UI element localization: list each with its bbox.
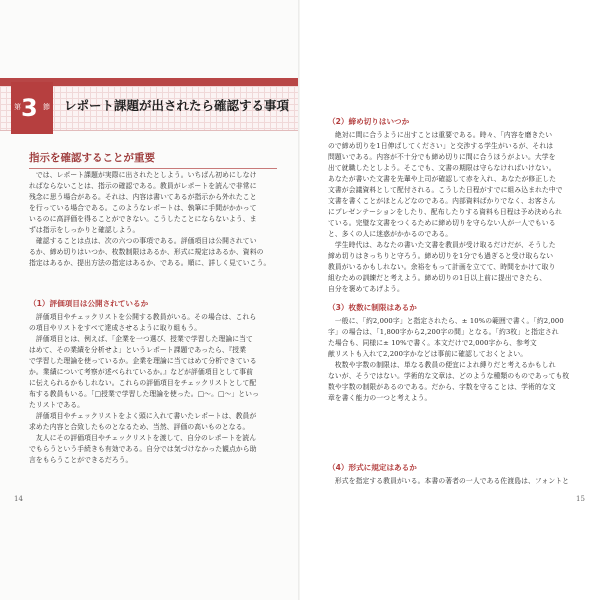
item1-line: たリストである。 [29,401,85,409]
item1-line: 評価項目やチェックリストを公開する教員がいる。その場合は、これら [29,313,257,321]
item1-line: に伝えられるかもしれない。これらの評価項目をチェックリストとして配 [29,379,257,387]
item2-line: 組むための訓練だと考えよう。締め切りの1日以上前に提出できたら、 [328,274,547,282]
intro-paragraph [29,170,270,269]
subheading: 指示を確認することが重要 [29,150,277,169]
item4-line: 形式を指定する教員がいる。本書の著者の一人である佐渡島は、フォントと [328,477,570,485]
section-suffix: 節 [43,103,50,111]
section-number-badge [11,82,53,134]
intro-line: 指定はあるか、提出方法の指定はあるか、である。順に、詳しく見ていこう。 [29,259,271,267]
intro-line [29,170,270,181]
item2-line: と、多くの人に迷惑がかかるのである。 [328,230,453,238]
item1-line: 評価項目やチェックリストをよく頭に入れて書いたレポートは、教員が [29,412,257,420]
item3-line: 枚数や字数の制限は、単なる教員の便宜によれ縛りだと考えるかもしれ [328,361,556,369]
item4-paragraph [328,476,569,487]
item4-heading: （4）形式に規定はあるか [328,463,417,472]
section-prefix: 第 [14,103,21,111]
item1-heading: （1）評価項目は公開されているか [29,299,149,308]
intro-line: 確認することは点は、次の六つの事項である。評価項目は公開されてい [29,237,257,245]
item3-line: 数や字数の制限があるのである。だから、字数を守ることは、学術的な文 [328,383,556,391]
item3-line: 章を書く能力の一つと考えよう。 [328,394,432,402]
item3-line: 字」の場合は、「1,800字から2,200字の間」となる。「約3枚」と指定され [328,328,559,336]
intro-line: ればならないことは、指示の確認である。教員がレポートを読んで非常に [29,182,257,190]
item2-line: ので締め切りを1日伸ばしてください」と交渉する学生がいるが、それは [328,142,554,150]
item3-line: た場合も、同様に± 10%で書く。本文だけで2,000字から、参考文 [328,339,537,347]
item1-line: 言をもらうことができるだろう。 [29,456,133,464]
item3-line: 一般に、「約2,000字」と指定されたら、± 10%の範囲で書く。「約2,000 [328,317,564,325]
item3-paragraph [328,316,569,404]
item1-line: でもらうという手続きも有効である。自分では気づけなかった観点から助 [29,445,257,453]
item2-line: 文書が会議資料として配付される。こうした日程がすでに組み込まれた中で [328,186,563,194]
item2-line: ている。完璧な文書をつくるために締め切りを守らない人が一人でもいる [328,219,556,227]
item1-line: で学習した理論を使っているか。企業を理論に当てはめて分析できている [29,357,257,365]
item3-line: 献リストも入れて2,200字かなどは事前に確認しておくとよい。 [328,350,528,358]
item1-line: の項目やリストをすべて達成させるように取り組もう。 [29,324,202,332]
item3-line: ないが、そうではない。学術的な文章は、どのような種類のものであっても枚 [328,372,570,380]
item2-paragraph [328,130,563,295]
intro-line: ずは指示をしっかりと確認しよう。 [29,226,140,234]
page-number-right: 15 [576,495,585,503]
intro-line: いるのに高評価を得ることができない。こうしたことにならないよう、ま [29,215,257,223]
item1-line: 求めた内容と合致したものとなるため、当然、評価の高いものとなる。 [29,423,250,431]
item1-line: 友人にその評価項目やチェックリストを渡して、自分のレポートを読ん [29,434,257,442]
item3-heading: （3）枚数に制限はあるか [328,303,417,312]
item1-line: 布する教員もいる。「□授業で学習した理論を使った。□〜。□〜」といっ [29,390,259,398]
intro-line: を行っている場合である。このようなレポートは、執筆に手間がかかって [29,204,257,212]
item1-line: 評価項目とは、例えば、「企業を一つ選び、授業で学習した理論に当て [29,335,253,343]
page-number-left: 14 [14,495,23,503]
item2-line: 文書を書くことがほとんどなのである。内部資料ばかりでなく、お客さん [328,197,556,205]
item1-paragraph [29,312,259,466]
item2-line: 教員がいるかもしれない。余裕をもって計画を立てて、時間をかけて取り [328,263,556,271]
item2-line: あなたが書いた文書を先輩や上司が確認して赤を入れ、あなたが修正した [328,175,557,183]
section-number: 3 [21,94,38,122]
item2-line: にプレゼンテーションをしたり、配布したりする資料も日程は予め決められ [328,208,562,216]
item1-line: はめて、その業績を分析せよ」というレポート課題であったら、『授業 [29,346,247,354]
item2-heading: （2）締め切りはいつか [328,117,410,126]
item2-line: 絶対に間に合うように出すことは重要である。時々、「内容を磨きたい [328,131,553,139]
item2-line: 自分を褒めてあげよう。 [328,285,404,293]
item1-line: か。業績について考察が述べられているか。』などが評価項目として事前 [29,368,254,376]
item2-line: 問題いである。内容が不十分でも締め切りに間に合うほうがよい。大学を [328,153,556,161]
intro-line: 残念に思う場合がある。それは、内容は書いてあるが指示から外れたこと [29,193,257,201]
intro-line-text: では、レポート課題が実際に出されたとしよう。いちばん初めにしなけ [29,171,257,179]
intro-line: るか、締め切りはいつか、枚数制限はあるか、形式に規定はあるか、資料の [29,248,264,256]
section-title: レポート課題が出されたら確認する事項 [64,98,290,113]
item2-line: 出て就職したとしよう。そこでも、文書の期限は守らなければいけない。 [328,164,556,172]
item2-line: 学生時代は、あなたの書いた文書を教員が受け取るだけだが、そうした [328,241,556,249]
item2-line: 締め切りはきっちりと守ろう。締め切りを1分でも過ぎると受け取らない [328,252,554,260]
right-page [300,0,600,600]
